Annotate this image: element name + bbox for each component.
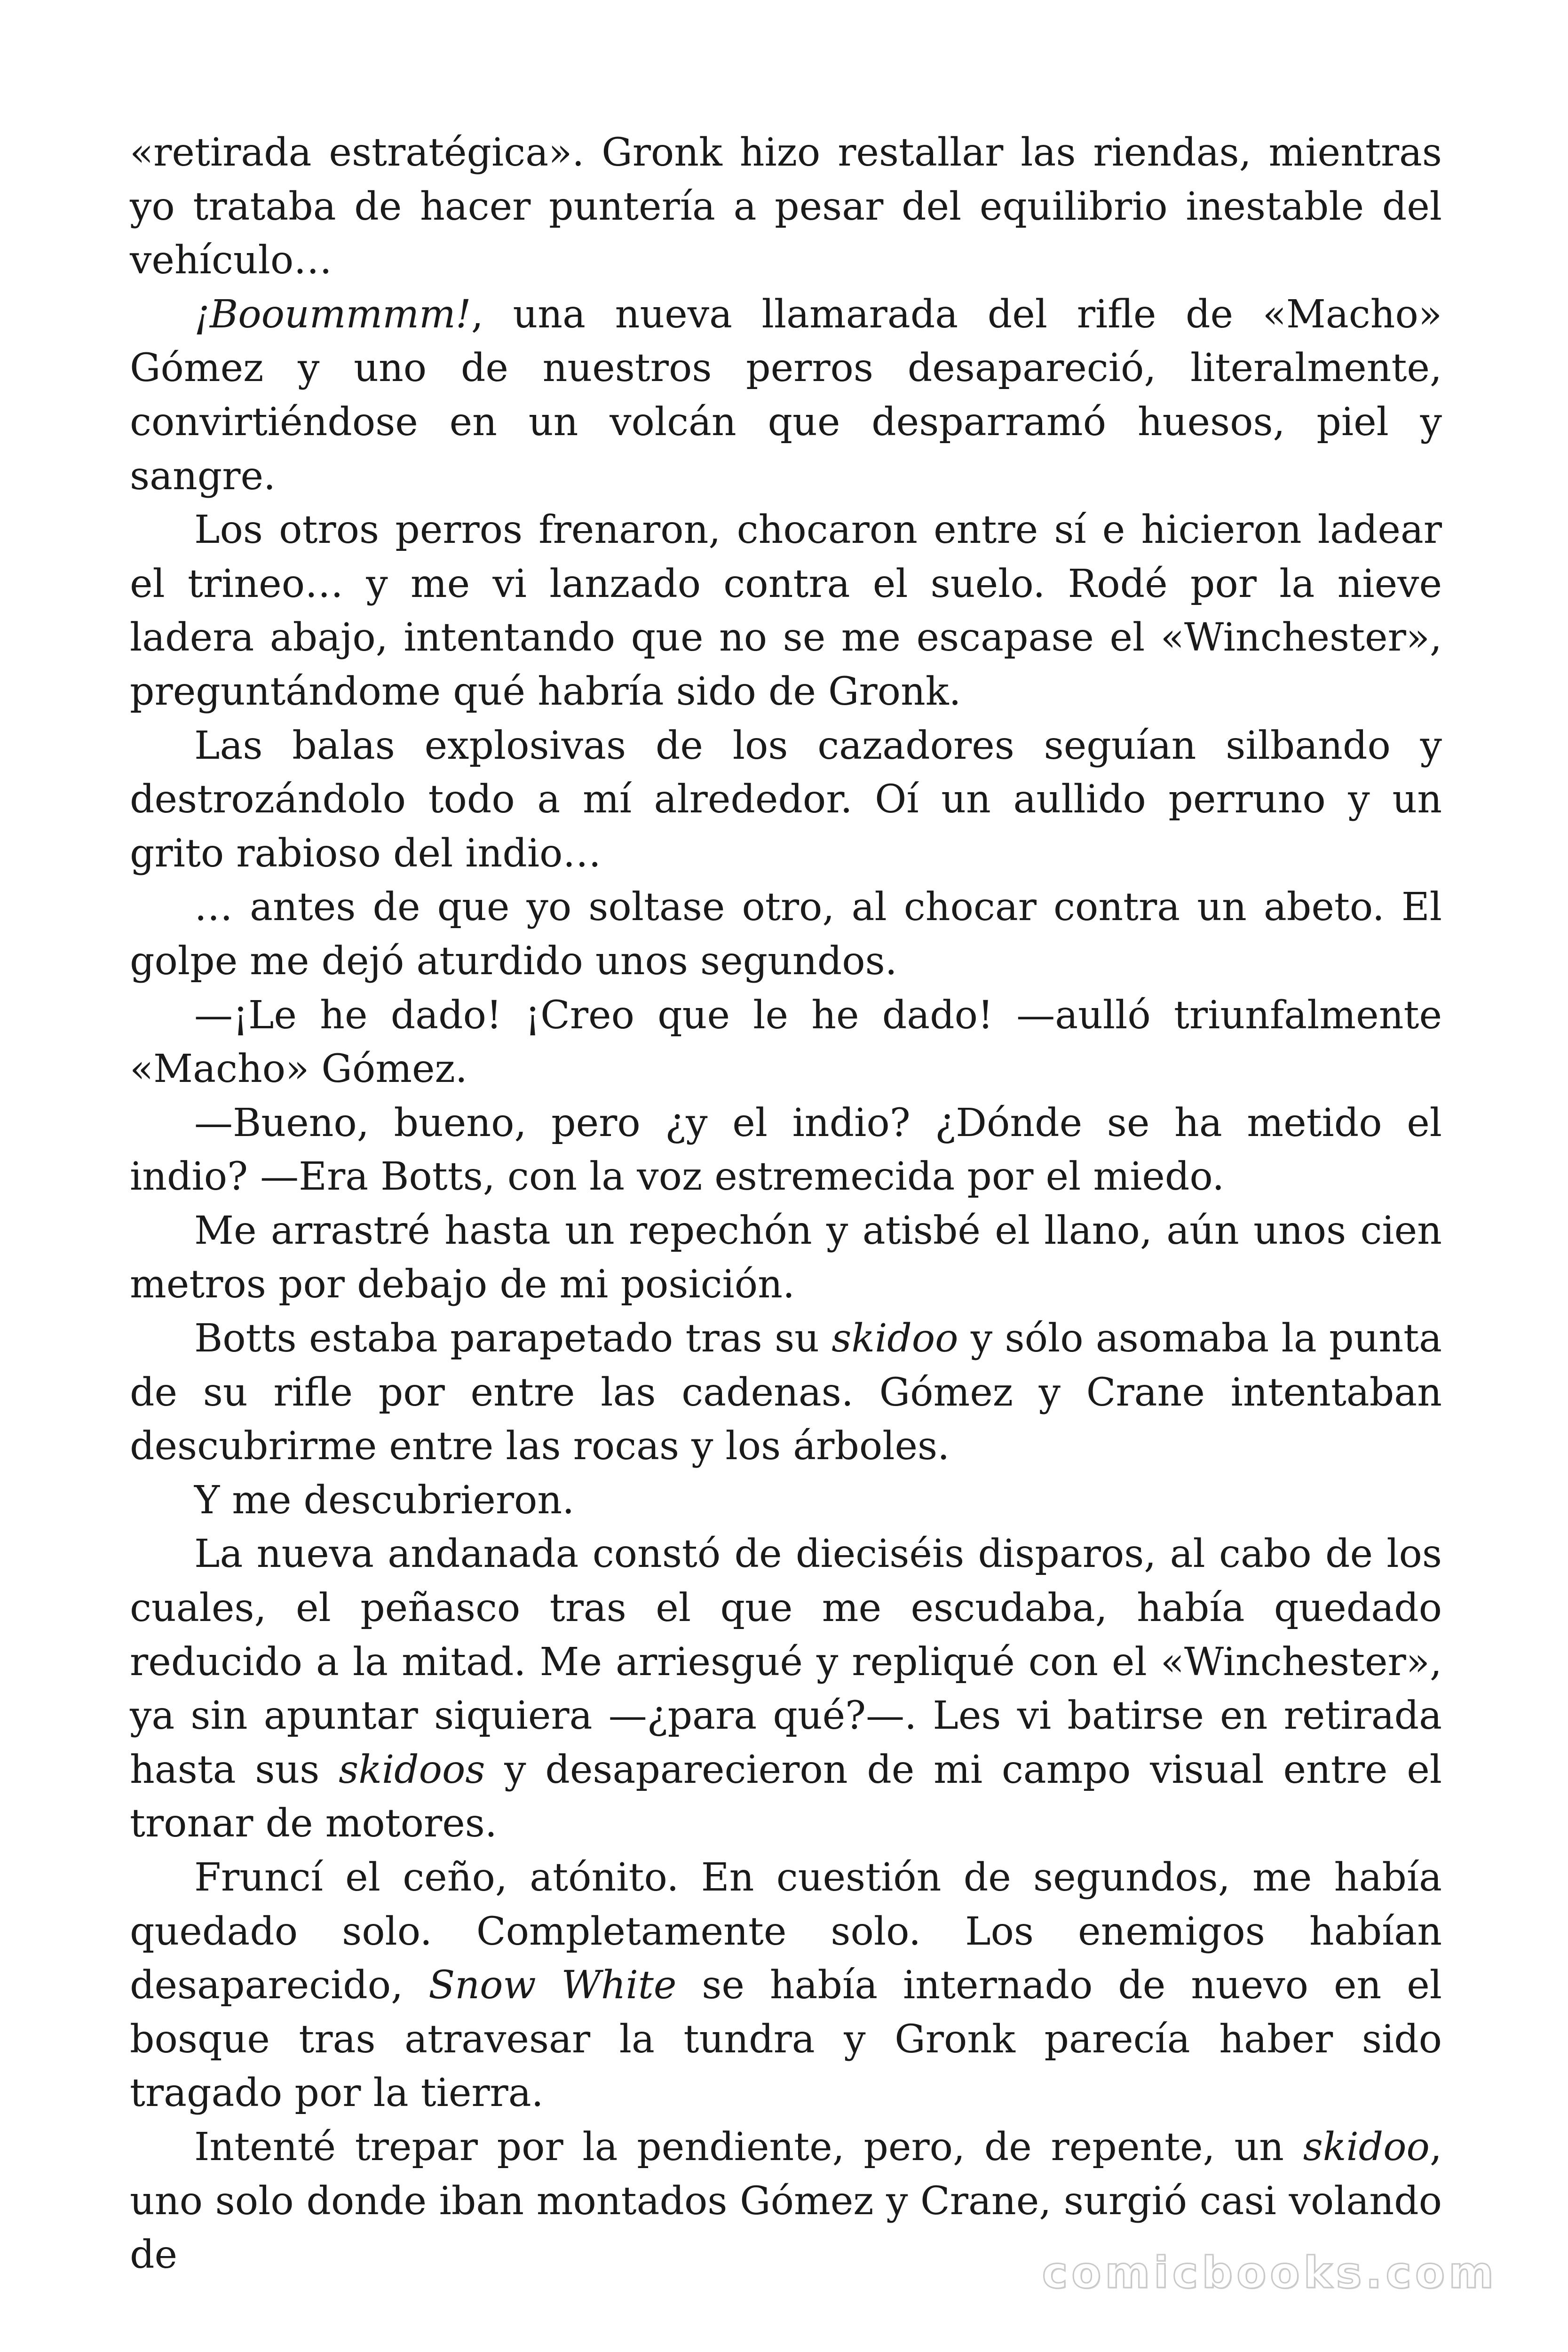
paragraph <box>130 503 1442 719</box>
text-run: y desaparecieron de mi campo visual entre el tronar de motores. <box>130 1747 1442 1846</box>
watermark: comicbooks.com <box>1042 2248 1497 2298</box>
paragraph <box>130 1097 1442 1204</box>
text-run: —¡Le he dado! ¡Creo que le he dado! —aulló triunfalmente «Macho» Gómez. <box>130 993 1442 1092</box>
text-run: , una nueva llamarada del rifle de «Macho» Gómez y uno de nuestros perros desapareció, literalmente, convirtiéndose en un volcán que desparramó huesos, piel y sangre. <box>130 292 1442 499</box>
paragraph <box>130 881 1442 988</box>
text-run: Botts estaba parapetado tras su <box>194 1316 832 1361</box>
italic-text: skidoo <box>832 1316 958 1361</box>
text-run: —Bueno, bueno, pero ¿y el indio? ¿Dónde se ha metido el indio? —Era Botts, con la voz estremecida por el miedo. <box>130 1100 1442 1200</box>
paragraph <box>130 719 1442 881</box>
paragraph <box>130 1474 1442 1528</box>
text-run: Los otros perros frenaron, chocaron entre sí e hicieron ladear el trineo… y me vi lanzado contra el suelo. Rodé por la nieve ladera abajo, intentando que no se me escapase el «Winchester», preguntándome qué habría sido de Gronk. <box>130 508 1442 714</box>
text-run: Las balas explosivas de los cazadores seguían silbando y destrozándolo todo a mí alrededor. Oí un aullido perruno y un grito rabioso del indio… <box>130 723 1442 876</box>
text-run: Intenté trepar por la pendiente, pero, de repente, un <box>194 2124 1303 2169</box>
italic-text: ¡Booummmm! <box>194 292 471 337</box>
paragraph <box>130 1204 1442 1312</box>
text-run: Y me descubrieron. <box>194 1478 575 1523</box>
text-run: , uno solo donde iban montados Gómez y Crane, surgió casi volando de <box>130 2124 1442 2278</box>
paragraph <box>130 126 1442 288</box>
text-run: y sólo asomaba la punta de su rifle por entre las cadenas. Gómez y Crane intentaban descubrirme entre las rocas y los árboles. <box>130 1316 1442 1469</box>
italic-text: skidoos <box>339 1747 485 1792</box>
page-text-column <box>130 126 1442 2282</box>
text-run: «retirada estratégica». Gronk hizo restallar las riendas, mientras yo trataba de hacer puntería a pesar del equilibrio inestable del vehículo… <box>130 130 1442 283</box>
italic-text: Snow White <box>428 1963 677 2008</box>
text-run: … antes de que yo soltase otro, al chocar contra un abeto. El golpe me dejó aturdido unos segundos. <box>130 885 1442 984</box>
paragraph <box>130 1527 1442 1851</box>
text-run: Me arrastré hasta un repechón y atisbé el llano, aún unos cien metros por debajo de mi posición. <box>130 1208 1442 1307</box>
paragraph <box>130 1312 1442 1474</box>
text-run: La nueva andanada constó de dieciséis disparos, al cabo de los cuales, el peñasco tras el que me escudaba, había quedado reducido a la mitad. Me arriesgué y repliqué con el «Winchester», ya sin apuntar siquiera —¿para qué?—. Les vi batirse en retirada hasta sus <box>130 1532 1442 1792</box>
paragraph <box>130 288 1442 503</box>
paragraph <box>130 989 1442 1097</box>
italic-text: skidoo <box>1303 2124 1430 2169</box>
text-run: Fruncí el ceño, atónito. En cuestión de segundos, me había quedado solo. Completamente solo. Los enemigos habían desaparecido, <box>130 1855 1442 2008</box>
text-run: se había internado de nuevo en el bosque tras atravesar la tundra y Gronk parecía haber sido tragado por la tierra. <box>130 1963 1442 2116</box>
paragraph <box>130 1851 1442 2121</box>
